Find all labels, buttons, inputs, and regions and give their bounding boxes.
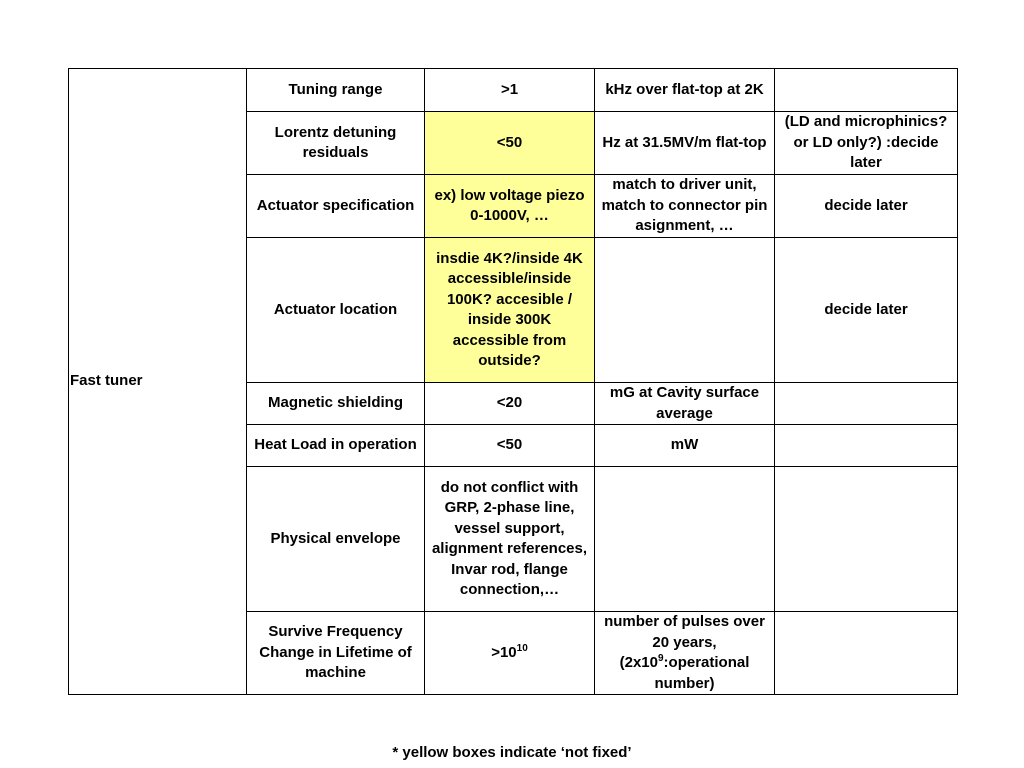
value-exponent: 10: [516, 642, 528, 654]
footnote: * yellow boxes indicate ‘not fixed’: [392, 744, 632, 761]
table-row: [69, 69, 958, 112]
group-label-cell: Fast tuner: [69, 69, 247, 695]
unit-cell: [595, 612, 775, 695]
note-cell: decide later: [775, 238, 958, 383]
value-base: >10: [491, 643, 517, 661]
note-cell: [775, 612, 958, 695]
value-cell-not-fixed: insdie 4K?/inside 4K accessible/inside 100K? accesible / inside 300K accessible from outside?: [425, 238, 595, 383]
parameter-cell: Survive Frequency Change in Lifetime of machine: [247, 612, 425, 695]
value-cell: >1: [425, 69, 595, 112]
unit-cell: mW: [595, 425, 775, 467]
parameter-cell: Actuator specification: [247, 175, 425, 238]
parameter-cell: Lorentz detuning residuals: [247, 112, 425, 175]
parameter-cell: Magnetic shielding: [247, 383, 425, 425]
unit-cell: Hz at 31.5MV/m flat-top: [595, 112, 775, 175]
parameter-cell: Heat Load in operation: [247, 425, 425, 467]
note-cell: decide later: [775, 175, 958, 238]
value-cell-not-fixed: ex) low voltage piezo 0-1000V, …: [425, 175, 595, 238]
value-cell: <20: [425, 383, 595, 425]
unit-text-after-exponent: :operational number): [654, 654, 750, 692]
unit-cell: [595, 238, 775, 383]
note-cell: (LD and microphinics? or LD only?) :decide later: [775, 112, 958, 175]
value-cell-not-fixed: <50: [425, 112, 595, 175]
unit-cell: kHz over flat-top at 2K: [595, 69, 775, 112]
fast-tuner-spec-table: [68, 68, 958, 695]
unit-text-before-exponent: number of pulses over 20 years, (2x10: [604, 613, 765, 671]
parameter-cell: Actuator location: [247, 238, 425, 383]
unit-cell: [595, 467, 775, 612]
value-cell: [425, 612, 595, 695]
unit-cell: mG at Cavity surface average: [595, 383, 775, 425]
unit-cell: match to driver unit, match to connector pin asignment, …: [595, 175, 775, 238]
parameter-cell: Tuning range: [247, 69, 425, 112]
note-cell: [775, 425, 958, 467]
value-cell: <50: [425, 425, 595, 467]
unit-exponent: 9: [657, 653, 664, 664]
note-cell: [775, 69, 958, 112]
note-cell: [775, 467, 958, 612]
note-cell: [775, 383, 958, 425]
value-cell: do not conflict with GRP, 2-phase line, vessel support, alignment references, Invar rod, flange connection,…: [425, 467, 595, 612]
parameter-cell: Physical envelope: [247, 467, 425, 612]
